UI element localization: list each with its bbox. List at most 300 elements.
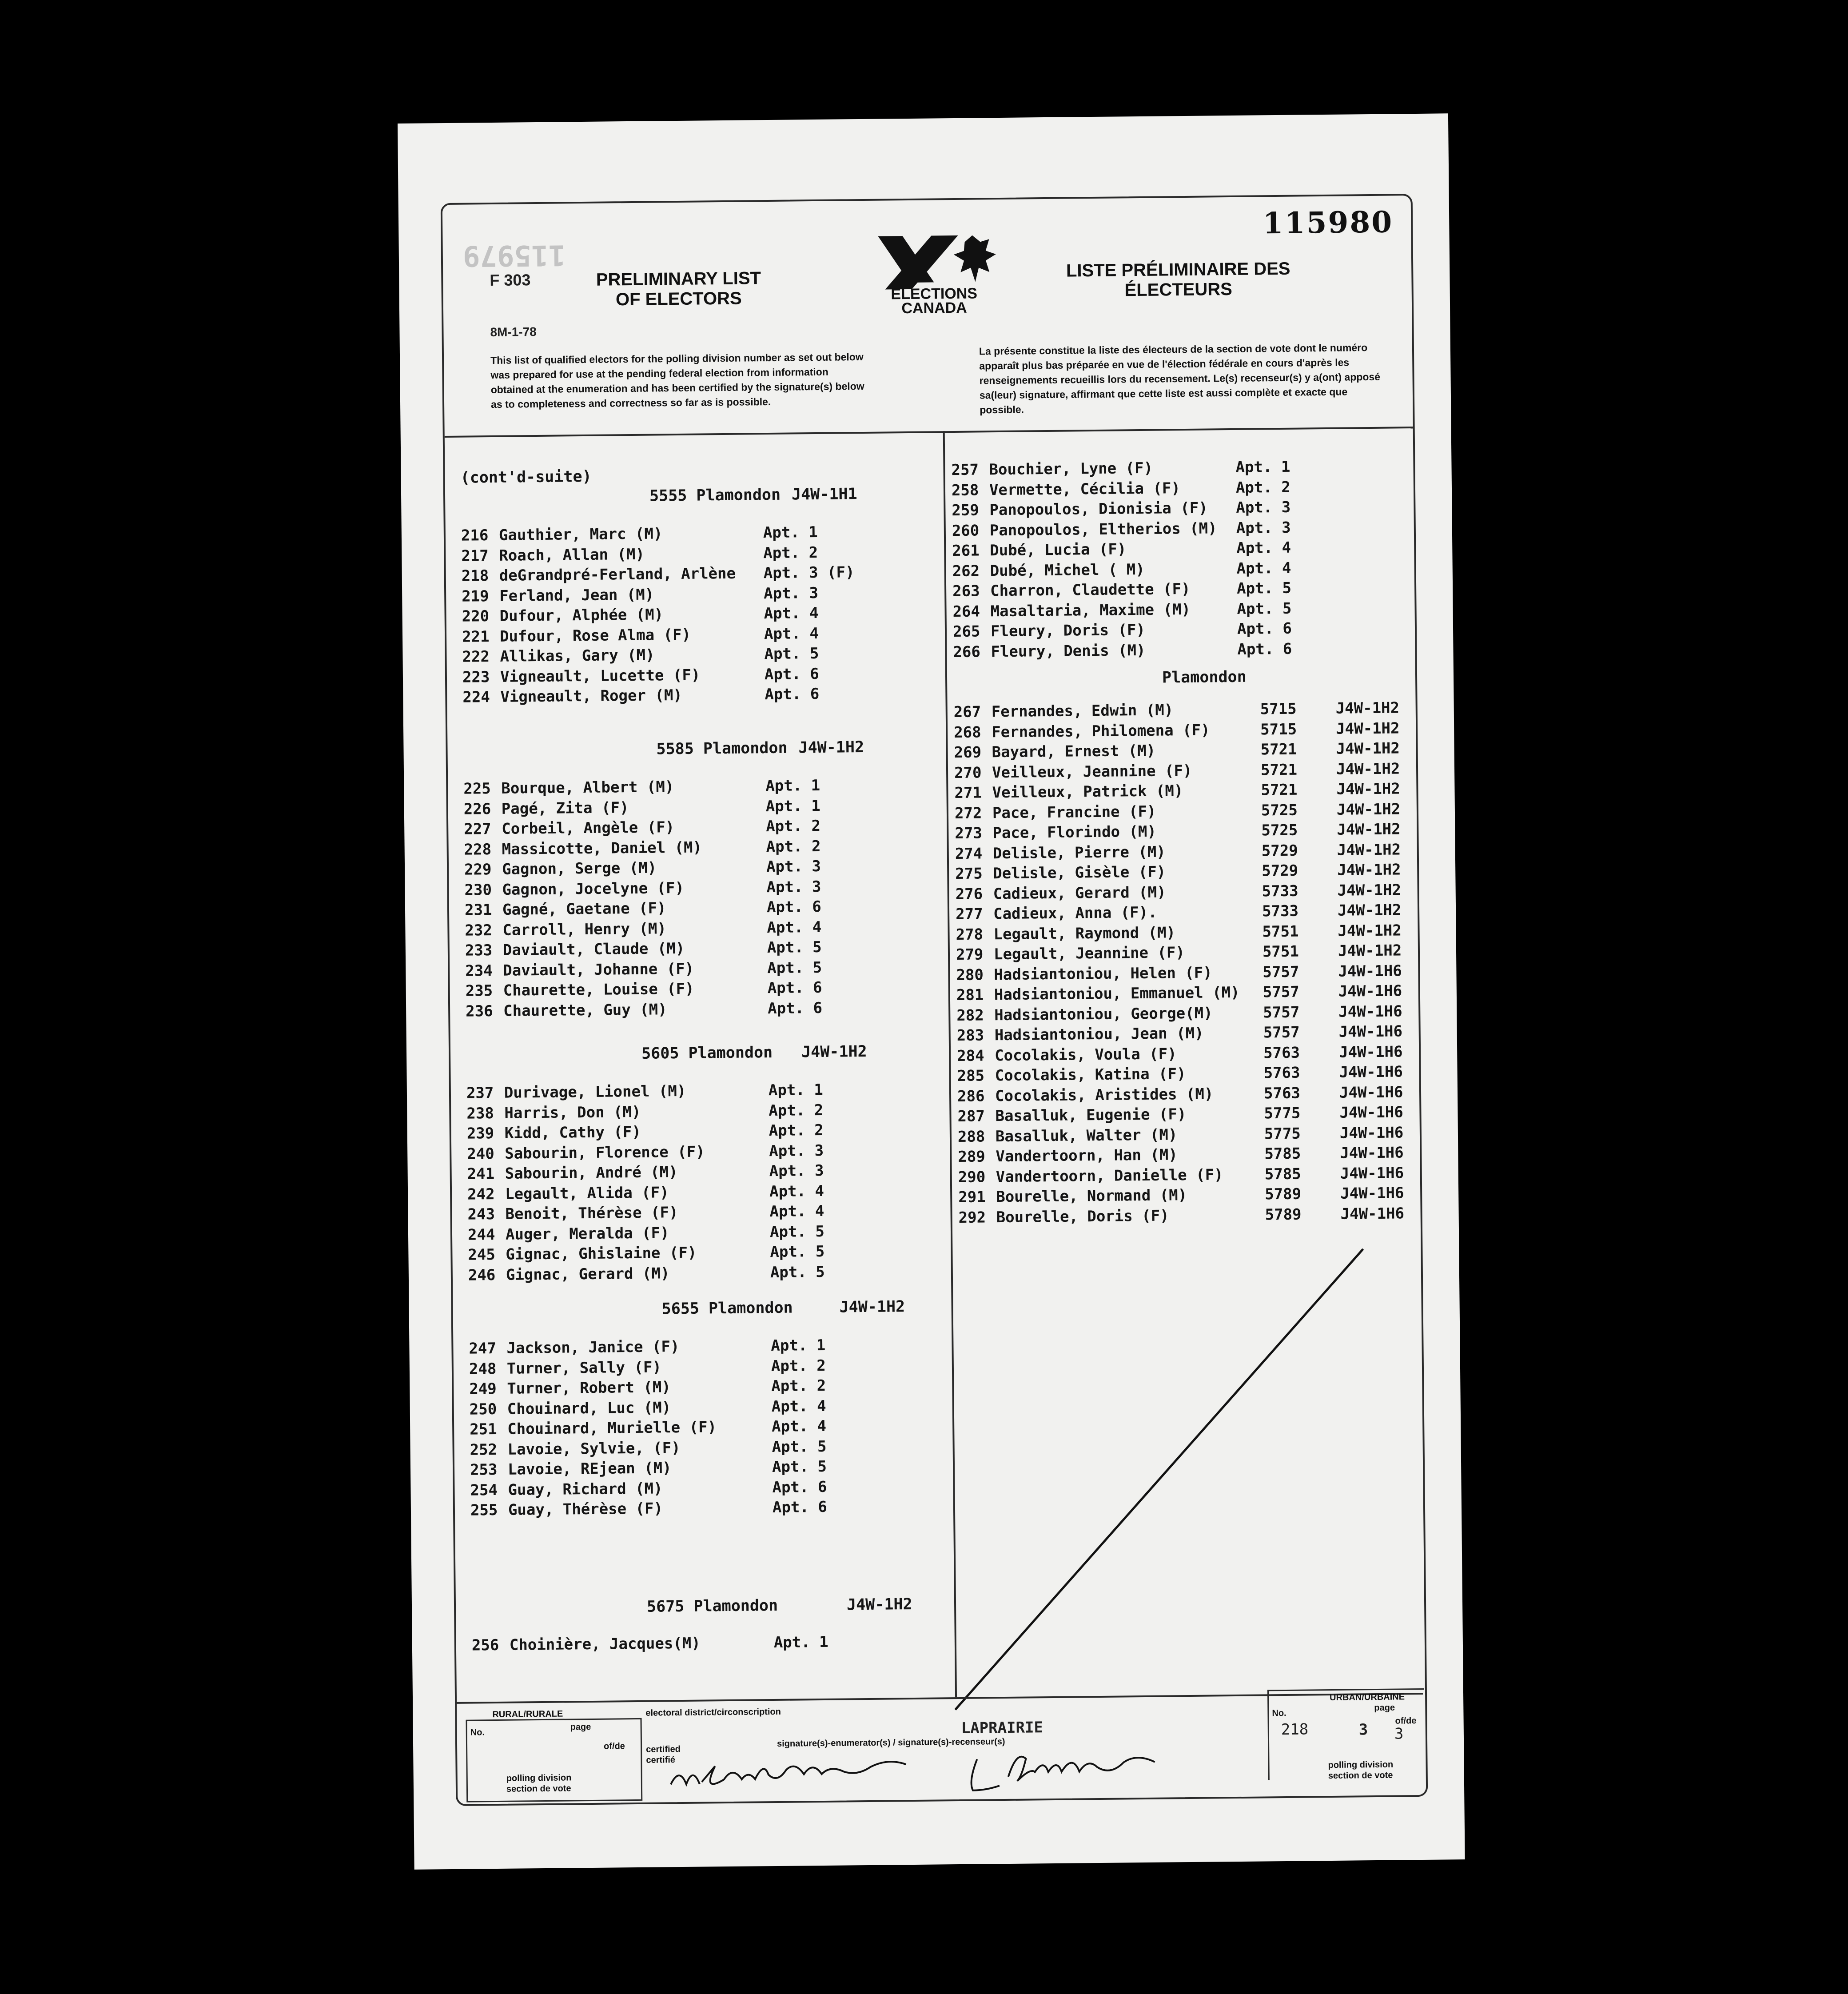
- elector-number: 271: [954, 784, 982, 802]
- elector-name: Lavoie, REjean (M): [507, 1459, 672, 1479]
- urban-page-number: 3: [1358, 1721, 1368, 1739]
- elector-number: 254: [470, 1481, 498, 1499]
- postal-code: J4W-1H6: [1339, 1123, 1404, 1142]
- elector-name: Bourelle, Doris (F): [996, 1206, 1169, 1226]
- elector-number: 239: [466, 1125, 494, 1143]
- address-postal-code: J4W-1H2: [798, 738, 864, 757]
- elector-apartment: Apt. 5: [770, 1263, 825, 1281]
- house-number: 5757: [1263, 1023, 1300, 1042]
- rural-polling-label-en: polling division: [506, 1773, 572, 1783]
- enumerator-signature-2: [959, 1748, 1182, 1795]
- elector-name: Fernandes, Philomena (F): [992, 721, 1210, 741]
- elector-number: 285: [957, 1067, 985, 1085]
- house-number: 5729: [1261, 841, 1298, 860]
- elector-apartment: Apt. 2: [1235, 478, 1290, 497]
- address-postal-code: J4W-1H2: [801, 1042, 867, 1061]
- postal-code: J4W-1H2: [1336, 739, 1400, 758]
- elector-number: 289: [958, 1148, 985, 1166]
- elector-apartment: Apt. 4: [771, 1397, 826, 1416]
- elector-number: 276: [955, 885, 983, 903]
- elector-number: 258: [951, 481, 979, 499]
- elector-name: Masaltaria, Maxime (M): [990, 600, 1191, 620]
- elector-name: Cocolakis, Aristides (M): [995, 1085, 1214, 1105]
- elector-number: 244: [467, 1225, 495, 1244]
- elector-number: 259: [952, 501, 980, 520]
- rural-label: RURAL/RURALE: [492, 1709, 563, 1720]
- elector-apartment: Apt. 2: [771, 1356, 826, 1375]
- certified-label-fr: certifié: [646, 1755, 676, 1765]
- elector-name: Sabourin, André (M): [505, 1163, 678, 1183]
- elector-number: 237: [466, 1084, 494, 1102]
- elector-name: Turner, Robert (M): [507, 1378, 671, 1398]
- intro-english: This list of qualified electors for the polling division number as set out below was prepared for use at the pending federal election from information obtained at the enumeration and has been certified by the signature(s) below as to completeness and correctness so far as is possible.: [490, 351, 864, 411]
- elector-number: 270: [954, 763, 982, 782]
- elector-apartment: Apt. 2: [763, 543, 818, 562]
- elector-apartment: Apt. 5: [772, 1437, 827, 1456]
- house-number: 5751: [1262, 942, 1299, 961]
- elector-name: Chaurette, Guy (M): [503, 1000, 667, 1020]
- elector-number: 229: [464, 861, 492, 879]
- postal-code: J4W-1H2: [1337, 861, 1401, 879]
- elector-name: Cocolakis, Katina (F): [995, 1065, 1186, 1085]
- elector-apartment: Apt. 4: [767, 918, 822, 937]
- elector-name: Chaurette, Louise (F): [503, 980, 694, 1000]
- elector-apartment: Apt. 6: [772, 1498, 827, 1517]
- elector-name: Vandertoorn, Han (M): [996, 1146, 1178, 1166]
- postal-code: J4W-1H2: [1337, 840, 1401, 859]
- house-number: 5785: [1264, 1145, 1301, 1163]
- elector-number: 290: [958, 1168, 986, 1186]
- postal-code: J4W-1H2: [1337, 820, 1401, 839]
- elector-name: Fernandes, Edwin (M): [991, 701, 1174, 721]
- elector-name: Dufour, Alphée (M): [499, 606, 664, 625]
- address-street: 5605 Plamondon: [641, 1043, 773, 1063]
- postal-code: J4W-1H6: [1340, 1184, 1404, 1203]
- elector-name: Gagnon, Serge (M): [502, 859, 657, 878]
- elector-name: Guay, Richard (M): [508, 1479, 663, 1499]
- elector-name: Vandertoorn, Danielle (F): [996, 1165, 1223, 1186]
- serial-number: 115980: [1263, 204, 1394, 241]
- elector-number: 216: [461, 526, 489, 545]
- elector-name: Bourelle, Normand (M): [996, 1186, 1187, 1206]
- elector-number: 272: [954, 804, 982, 822]
- elector-number: 217: [461, 546, 489, 565]
- elector-name: Guay, Thérèse (F): [508, 1499, 663, 1519]
- address-postal-code: J4W-1H2: [839, 1298, 905, 1316]
- postal-code: J4W-1H2: [1336, 759, 1400, 778]
- logo-text: ELECTIONS CANADA: [891, 285, 978, 317]
- address-street: 5655 Plamondon: [661, 1299, 793, 1318]
- title-french: LISTE PRÉLIMINAIRE DES ÉLECTEURS: [1066, 259, 1290, 300]
- elector-name: Auger, Meralda (F): [505, 1224, 669, 1244]
- elector-name: Ferland, Jean (M): [499, 586, 654, 605]
- postal-code: J4W-1H6: [1338, 961, 1402, 981]
- house-number: 5729: [1262, 861, 1298, 880]
- elector-name: Chouinard, Luc (M): [507, 1398, 671, 1418]
- address-street: 5585 Plamondon: [656, 739, 788, 758]
- elector-name: Allikas, Gary (M): [500, 646, 655, 666]
- elector-apartment: Apt. 5: [772, 1457, 827, 1476]
- elector-apartment: Apt. 2: [771, 1376, 826, 1396]
- postal-code: J4W-1H2: [1335, 719, 1400, 738]
- elector-number: 219: [462, 587, 489, 606]
- postal-code: J4W-1H6: [1340, 1164, 1404, 1183]
- elector-number: 223: [462, 668, 490, 686]
- house-number: 5715: [1260, 700, 1297, 718]
- elector-number: 286: [957, 1087, 985, 1105]
- elector-number: 232: [465, 921, 493, 940]
- elector-number: 283: [956, 1026, 984, 1045]
- elector-number: 261: [952, 542, 980, 560]
- elector-name: Kidd, Cathy (F): [504, 1123, 641, 1142]
- elector-name: Fleury, Denis (M): [991, 641, 1146, 661]
- postal-code: J4W-1H6: [1338, 1002, 1402, 1021]
- elector-name: Bouchier, Lyne (F): [989, 459, 1153, 479]
- elector-number: 273: [955, 824, 983, 843]
- house-number: 5763: [1263, 1064, 1300, 1082]
- urban-polling-number: 218: [1281, 1720, 1309, 1739]
- elector-number: 246: [468, 1266, 496, 1284]
- signature-1-text: M. Lotdaule: [665, 1669, 669, 1670]
- postal-code: J4W-1H6: [1339, 1063, 1403, 1081]
- elector-name: Bayard, Ernest (M): [992, 742, 1156, 762]
- elector-number: 245: [468, 1246, 496, 1264]
- elector-number: 280: [956, 965, 984, 984]
- address-street: 5675 Plamondon: [646, 1596, 778, 1616]
- elector-number: 236: [465, 1002, 493, 1021]
- elector-apartment: Apt. 1: [771, 1336, 826, 1355]
- house-number: 5733: [1262, 902, 1299, 921]
- elector-name: Delisle, Gisèle (F): [993, 863, 1166, 883]
- elector-number: 238: [466, 1104, 494, 1123]
- elector-apartment: Apt. 4: [1236, 559, 1291, 578]
- elector-number: 230: [464, 881, 492, 899]
- elector-apartment: Apt. 3 (F): [763, 563, 855, 582]
- street-name: Plamondon: [1162, 668, 1247, 687]
- elector-apartment: Apt. 5: [764, 644, 819, 663]
- cancel-stroke: [442, 195, 1426, 1804]
- elector-apartment: Apt. 1: [765, 797, 820, 815]
- elector-apartment: Apt. 6: [766, 897, 821, 917]
- elector-number: 247: [469, 1339, 497, 1358]
- elector-number: 255: [470, 1501, 498, 1519]
- elector-name: Bourque, Albert (M): [501, 778, 674, 798]
- urban-polling-label-en: polling division: [1328, 1759, 1394, 1771]
- postal-code: J4W-1H2: [1337, 901, 1402, 920]
- elector-name: Choinière, Jacques(M): [509, 1634, 701, 1654]
- district-label: electoral district/circonscription: [645, 1707, 781, 1718]
- elector-number: 256: [471, 1636, 499, 1655]
- elector-name: Gignac, Ghislaine (F): [506, 1244, 697, 1264]
- house-number: 5721: [1260, 740, 1297, 759]
- elector-apartment: Apt. 2: [769, 1121, 824, 1140]
- elector-number: 263: [952, 582, 980, 601]
- elector-number: 220: [462, 607, 490, 626]
- district-value: LAPRAIRIE: [961, 1719, 1043, 1737]
- elector-name: Vigneault, Roger (M): [500, 686, 682, 706]
- rural-page-label: page: [570, 1722, 591, 1732]
- elector-apartment: Apt. 1: [768, 1081, 823, 1100]
- elector-number: 268: [954, 723, 981, 742]
- elector-name: Charron, Claudette (F): [990, 580, 1191, 600]
- elector-number: 282: [956, 1006, 984, 1025]
- elector-name: Legault, Jeannine (F): [993, 944, 1185, 964]
- elector-name: Hadsiantoniou, Jean (M): [994, 1024, 1204, 1045]
- house-number: 5725: [1261, 821, 1298, 840]
- elector-number: 234: [465, 961, 493, 980]
- urban-page-total: 3: [1394, 1725, 1404, 1743]
- elector-name: Fleury, Doris (F): [990, 621, 1146, 641]
- elector-number: 287: [957, 1107, 985, 1126]
- elector-apartment: Apt. 6: [1237, 640, 1292, 658]
- postal-code: J4W-1H2: [1336, 800, 1401, 819]
- elector-number: 277: [955, 905, 983, 924]
- postal-code: J4W-1H6: [1339, 1083, 1403, 1102]
- elector-name: Roach, Allan (M): [499, 545, 645, 565]
- elector-number: 279: [956, 945, 984, 964]
- elector-number: 231: [464, 901, 492, 919]
- elector-name: Daviault, Johanne (F): [503, 960, 694, 980]
- elector-name: Hadsiantoniou, Emmanuel (M): [994, 983, 1240, 1004]
- postal-code: J4W-1H2: [1338, 921, 1402, 940]
- elector-number: 267: [953, 703, 981, 722]
- elector-apartment: Apt. 6: [764, 665, 819, 683]
- elector-name: Gignac, Gerard (M): [506, 1264, 670, 1284]
- elector-apartment: Apt. 1: [763, 523, 818, 542]
- elector-number: 224: [462, 688, 490, 706]
- elector-name: Turner, Sally (F): [506, 1358, 662, 1378]
- elector-name: Chouinard, Murielle (F): [507, 1418, 717, 1438]
- elector-name: Lavoie, Sylvie, (F): [507, 1439, 681, 1459]
- elector-name: Gagné, Gaetane (F): [502, 899, 666, 919]
- elector-apartment: Apt. 2: [769, 1101, 824, 1120]
- elector-number: 235: [465, 982, 493, 1000]
- elector-name: Carroll, Henry (M): [502, 919, 667, 939]
- elector-name: Durivage, Lionel (M): [504, 1082, 686, 1102]
- faded-serial-number: 115979: [462, 238, 566, 272]
- elector-name: Corbeil, Angèle (F): [502, 818, 675, 838]
- elector-apartment: Apt. 3: [1236, 518, 1291, 537]
- rural-of-label: of/de: [603, 1741, 625, 1751]
- elector-apartment: Apt. 4: [769, 1182, 824, 1200]
- elector-number: 240: [467, 1145, 494, 1163]
- postal-code: J4W-1H6: [1338, 1042, 1403, 1061]
- elector-name: Cadieux, Gerard (M): [993, 883, 1166, 903]
- postal-code: J4W-1H6: [1340, 1204, 1405, 1223]
- postal-code: J4W-1H2: [1338, 941, 1402, 960]
- elector-number: 257: [951, 461, 979, 479]
- house-number: 5751: [1262, 922, 1299, 941]
- elector-name: Gagnon, Jocelyne (F): [502, 879, 685, 899]
- elector-name: Dubé, Michel ( M): [990, 560, 1145, 580]
- postal-code: J4W-1H6: [1338, 982, 1402, 1001]
- postal-code: J4W-1H2: [1336, 780, 1400, 798]
- elector-name: deGrandpré-Ferland, Arlène: [499, 564, 736, 585]
- elector-number: 250: [469, 1400, 497, 1419]
- elector-number: 221: [462, 627, 490, 646]
- house-number: 5725: [1261, 801, 1298, 819]
- house-number: 5775: [1264, 1104, 1301, 1123]
- elector-number: 225: [463, 780, 491, 798]
- rural-polling-label-fr: section de vote: [506, 1783, 571, 1794]
- elector-apartment: Apt. 3: [769, 1141, 824, 1160]
- elector-number: 275: [955, 865, 983, 883]
- elector-name: Veilleux, Jeannine (F): [992, 762, 1192, 782]
- elector-apartment: Apt. 6: [767, 978, 822, 997]
- house-number: 5757: [1263, 983, 1299, 1001]
- postal-code: J4W-1H6: [1339, 1103, 1403, 1122]
- urban-polling-label-fr: section de vote: [1328, 1770, 1393, 1781]
- certified-label-en: certified: [646, 1744, 681, 1755]
- elector-number: 252: [470, 1440, 498, 1459]
- address-street: 5555 Plamondon: [649, 486, 781, 505]
- elector-number: 222: [462, 648, 490, 666]
- postal-code: J4W-1H6: [1340, 1144, 1404, 1162]
- elector-number: 226: [463, 800, 491, 818]
- elector-apartment: Apt. 6: [1237, 619, 1292, 638]
- elector-name: Vigneault, Lucette (F): [500, 666, 701, 686]
- elector-name: Cocolakis, Voula (F): [995, 1045, 1177, 1065]
- elector-number: 233: [465, 941, 493, 960]
- elector-apartment: Apt. 4: [764, 604, 819, 623]
- urban-page-label: page: [1374, 1703, 1395, 1713]
- form-number: F 303: [490, 271, 531, 290]
- elector-name: Massicotte, Daniel (M): [502, 838, 702, 858]
- elector-apartment: Apt. 6: [765, 685, 820, 704]
- elector-number: 228: [464, 840, 492, 859]
- rural-no-label: No.: [470, 1727, 485, 1738]
- elector-number: 262: [952, 562, 980, 580]
- elector-name: Hadsiantoniou, Helen (F): [994, 963, 1212, 984]
- elector-number: 249: [469, 1380, 497, 1398]
- elector-apartment: Apt. 2: [766, 817, 821, 836]
- elector-apartment: Apt. 1: [773, 1633, 828, 1652]
- elector-apartment: Apt. 5: [769, 1222, 824, 1241]
- urban-label: URBAN/URBAINE: [1330, 1692, 1405, 1703]
- elector-name: Legault, Raymond (M): [993, 923, 1176, 943]
- elector-name: Hadsiantoniou, George(M): [994, 1004, 1213, 1024]
- elector-name: Basalluk, Eugenie (F): [995, 1105, 1187, 1125]
- elector-number: 242: [467, 1185, 495, 1204]
- elector-name: Delisle, Pierre (M): [992, 842, 1166, 862]
- title-english: PRELIMINARY LIST OF ELECTORS: [596, 268, 761, 310]
- elector-apartment: Apt. 5: [767, 938, 822, 957]
- house-number: 5721: [1261, 781, 1298, 799]
- elector-apartment: Apt. 5: [1237, 599, 1292, 618]
- elector-number: 260: [952, 521, 980, 540]
- elector-name: Cadieux, Anna (F).: [993, 903, 1157, 923]
- elector-name: Benoit, Thérèse (F): [505, 1204, 678, 1223]
- house-number: 5763: [1263, 1044, 1300, 1062]
- elector-apartment: Apt. 3: [763, 584, 819, 602]
- elector-apartment: Apt. 2: [766, 837, 821, 856]
- elector-number: 265: [952, 622, 980, 641]
- elector-name: Harris, Don (M): [504, 1103, 641, 1122]
- house-number: 5763: [1263, 1084, 1301, 1102]
- house-number: 5721: [1260, 761, 1298, 779]
- elector-name: Pace, Francine (F): [992, 802, 1156, 822]
- house-number: 5757: [1263, 963, 1299, 981]
- elector-number: 274: [955, 844, 983, 863]
- elector-name: Panopoulos, Eltherios (M): [989, 519, 1217, 539]
- elector-name: Daviault, Claude (M): [502, 939, 685, 959]
- house-number: 5789: [1265, 1205, 1302, 1224]
- elector-number: 291: [958, 1188, 986, 1206]
- form-date: 8M-1-78: [490, 325, 537, 339]
- elector-apartment: Apt. 4: [769, 1202, 824, 1221]
- elector-name: Veilleux, Patrick (M): [992, 782, 1183, 802]
- signatures-label: signature(s)-enumerator(s) / signature(s)-recenseur(s): [777, 1737, 1005, 1749]
- elector-apartment: Apt. 5: [770, 1242, 825, 1261]
- intro-french: La présente constitue la liste des électeurs de la section de vote dont le numéro apparaît plus bas préparée en vue de l'élection fédérale en cours d'après les renseignements recueillis lors du recensement. Le(s) recenseur(s) y a(ont) apposé sa(leur) signature, affirmant que cette liste est aussi complète et exacte que possible.: [979, 342, 1381, 416]
- elector-name: Jackson, Janice (F): [506, 1338, 680, 1357]
- elector-apartment: Apt. 4: [1236, 538, 1291, 557]
- house-number: 5757: [1263, 1003, 1300, 1021]
- continued-label: (cont'd-suite): [460, 467, 592, 487]
- elector-number: 227: [464, 820, 491, 838]
- elector-number: 278: [956, 925, 984, 944]
- elector-apartment: Apt. 1: [1235, 458, 1290, 476]
- elector-apartment: Apt. 3: [766, 877, 821, 896]
- elector-number: 241: [467, 1165, 495, 1183]
- elector-name: Pace, Florindo (M): [992, 822, 1157, 842]
- postal-code: J4W-1H6: [1338, 1022, 1403, 1041]
- elector-apartment: Apt. 6: [772, 1478, 827, 1496]
- urban-no-label: No.: [1272, 1708, 1286, 1719]
- elector-name: Pagé, Zita (F): [501, 798, 629, 818]
- elector-apartment: Apt. 3: [1236, 498, 1291, 517]
- elector-apartment: Apt. 1: [765, 776, 820, 795]
- address-postal-code: J4W-1H2: [846, 1595, 912, 1614]
- elector-number: 266: [953, 642, 981, 661]
- elector-name: Vermette, Cécilia (F): [989, 479, 1181, 499]
- postal-code: J4W-1H2: [1335, 699, 1400, 718]
- urban-of-label: of/de: [1395, 1716, 1417, 1726]
- document-page: [398, 113, 1465, 1870]
- elector-name: Dubé, Lucia (F): [990, 540, 1127, 560]
- elector-apartment: Apt. 5: [767, 958, 822, 977]
- postal-code: J4W-1H2: [1337, 881, 1402, 900]
- elector-number: 281: [956, 986, 984, 1005]
- address-postal-code: J4W-1H1: [791, 485, 857, 504]
- elector-name: Legault, Alida (F): [505, 1183, 669, 1203]
- house-number: 5785: [1264, 1165, 1301, 1183]
- elector-number: 292: [958, 1208, 986, 1227]
- house-number: 5733: [1262, 882, 1298, 900]
- elector-number: 251: [470, 1420, 497, 1439]
- house-number: 5715: [1260, 720, 1297, 738]
- form-frame: [441, 194, 1428, 1806]
- form-footer: [457, 1669, 1426, 1804]
- elector-name: Panopoulos, Dionisia (F): [989, 499, 1208, 519]
- elector-number: 288: [957, 1127, 985, 1146]
- elector-number: 218: [461, 567, 489, 585]
- elector-apartment: Apt. 5: [1236, 579, 1292, 598]
- elector-number: 243: [467, 1205, 495, 1224]
- elector-name: Dufour, Rose Alma (F): [499, 626, 691, 646]
- elector-name: Gauthier, Marc (M): [498, 525, 663, 544]
- elector-apartment: Apt. 6: [767, 999, 823, 1017]
- elector-name: Sabourin, Florence (F): [505, 1142, 705, 1163]
- elector-apartment: Apt. 4: [772, 1417, 827, 1436]
- elector-apartment: Apt. 3: [766, 857, 821, 876]
- house-number: 5789: [1265, 1185, 1302, 1204]
- house-number: 5775: [1264, 1125, 1301, 1143]
- elector-apartment: Apt. 4: [764, 624, 819, 643]
- elector-number: 264: [952, 602, 980, 621]
- elector-number: 248: [469, 1360, 497, 1378]
- elector-number: 253: [470, 1460, 498, 1479]
